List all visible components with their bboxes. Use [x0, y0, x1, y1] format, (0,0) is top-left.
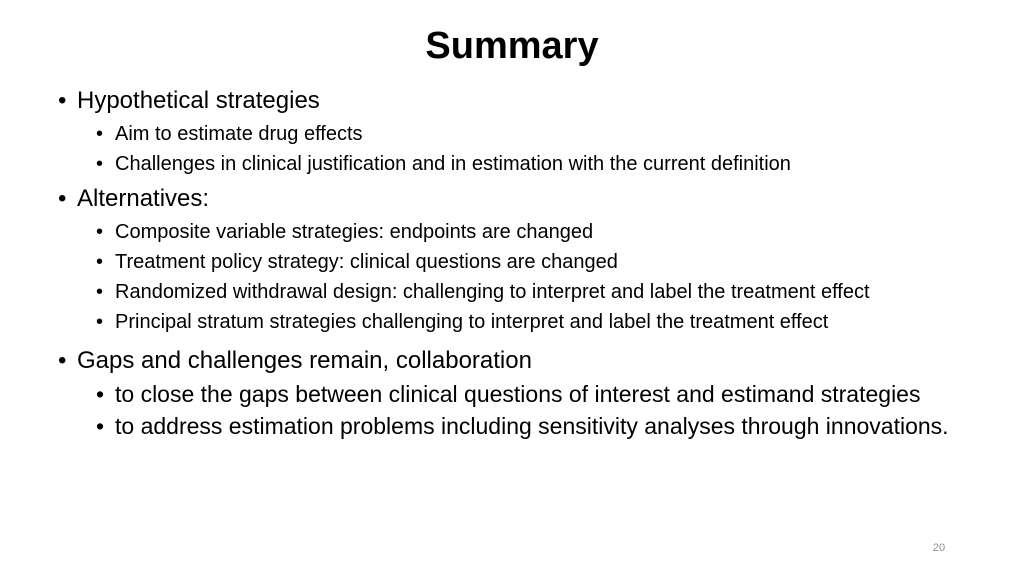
slide-title: Summary	[425, 25, 599, 67]
sub-bullet-challenges: • Challenges in clinical justification and in estimation with the current definition	[96, 152, 1018, 176]
sub-bullet-treatment-policy: • Treatment policy strategy: clinical questions are changed	[96, 250, 1018, 274]
bullet-hypothetical-strategies: • Hypothetical strategies	[58, 86, 1018, 116]
sub-bullet-principal-stratum: • Principal stratum strategies challenging to interpret and label the treatment effect	[96, 310, 1018, 334]
bullet-alternatives: • Alternatives:	[58, 184, 1018, 214]
bullet-gaps-challenges: • Gaps and challenges remain, collaboration	[58, 346, 1018, 376]
sub-bullet-randomized-withdrawal: • Randomized withdrawal design: challenging to interpret and label the treatment effect	[96, 280, 1018, 304]
sub-bullet-aim: • Aim to estimate drug effects	[96, 122, 1018, 146]
bullet-list	[58, 86, 1018, 440]
sub-bullet-close-gaps: • to close the gaps between clinical questions of interest and estimand strategies	[96, 381, 1018, 408]
sub-bullet-estimation-problems: • to address estimation problems including sensitivity analyses through innovations.	[96, 413, 1018, 440]
page-number: 20	[932, 542, 946, 554]
sub-bullet-composite: • Composite variable strategies: endpoints are changed	[96, 220, 1018, 244]
